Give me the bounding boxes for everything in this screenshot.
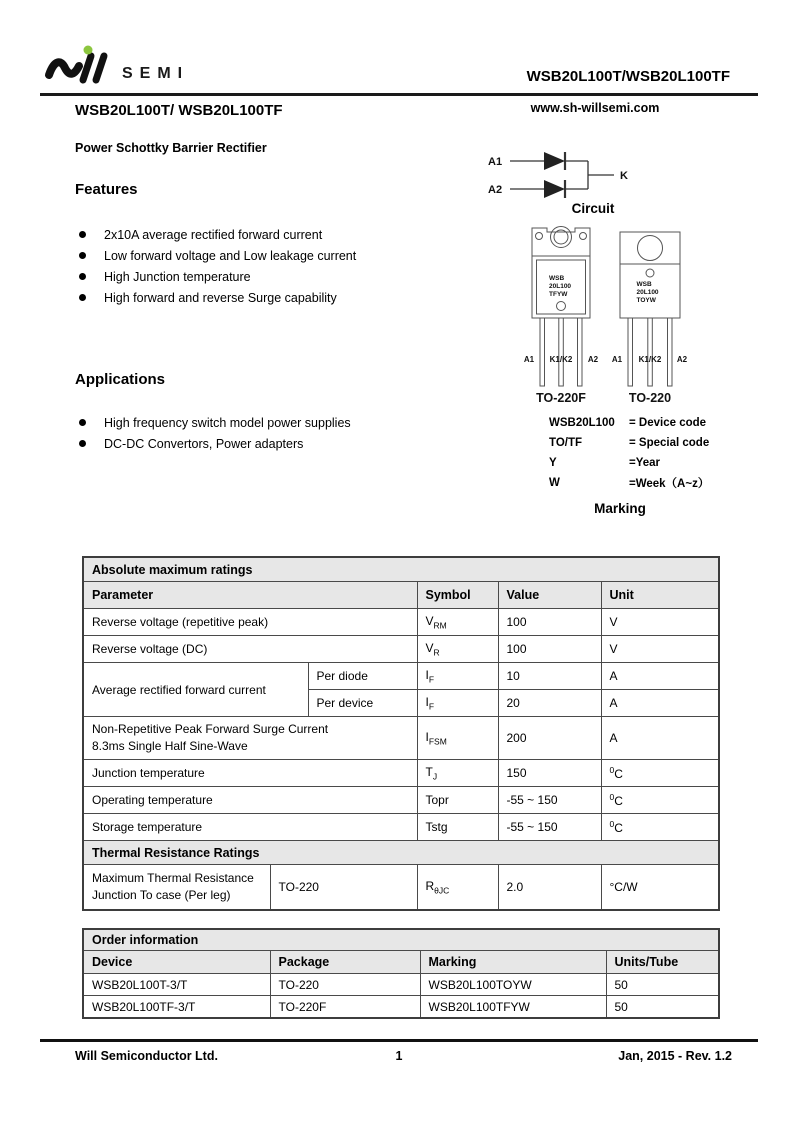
cathode-label: K: [620, 170, 628, 182]
willsemi-logo: [42, 42, 242, 96]
param-cell: Maximum Thermal Resistance Junction To case (Per leg): [83, 865, 270, 911]
value-cell: 150: [498, 760, 601, 787]
to220-pin1-label: A1: [611, 355, 623, 364]
table-section-title: Order information: [83, 929, 719, 951]
param-cell: Reverse voltage (DC): [83, 636, 417, 663]
bullet-icon: [79, 273, 86, 280]
to220-marking-line1: WSB: [636, 281, 652, 288]
table-row: [83, 787, 719, 814]
unit-cell: A: [601, 717, 719, 760]
table-row: [83, 974, 719, 996]
application-item: [79, 433, 351, 454]
website-url: www.sh-willsemi.com: [530, 101, 660, 115]
diode-2-icon: [544, 180, 565, 198]
column-header-package: Package: [270, 951, 420, 974]
applications-heading: Applications: [75, 371, 166, 388]
units-cell: 50: [606, 974, 719, 996]
package-cell: TO-220: [270, 974, 420, 996]
circuit-diagram: [478, 136, 708, 208]
column-header-parameter: Parameter: [83, 582, 417, 609]
unit-cell: °C/W: [601, 865, 719, 911]
to220f-pin2-label: K1/K2: [549, 355, 573, 364]
part-subtitle: Power Schottky Barrier Rectifier: [75, 141, 267, 155]
footer-revision: Jan, 2015 - Rev. 1.2: [618, 1049, 732, 1063]
feature-item: [79, 266, 356, 287]
table-row: [83, 663, 719, 690]
symbol-cell: $R_{\theta JC}$: [417, 865, 498, 911]
marking-cell: WSB20L100TOYW: [420, 974, 606, 996]
condition-cell: Per diode: [308, 663, 417, 690]
symbol-cell: $I_F$: [417, 663, 498, 690]
feature-item: [79, 287, 356, 308]
marking-cell: WSB20L100TFYW: [420, 996, 606, 1019]
features-heading: Features: [75, 181, 138, 198]
anode2-label: A2: [488, 184, 503, 196]
logo-semi-text: SEMI: [122, 65, 190, 82]
param-cell: Junction temperature: [83, 760, 417, 787]
bullet-icon: [79, 231, 86, 238]
table-row: [83, 814, 719, 841]
param-cell: Non-Repetitive Peak Forward Surge Current 8.3ms Single Half Sine-Wave: [83, 717, 417, 760]
symbol-cell: $I_{FSM}$: [417, 717, 498, 760]
value-cell: 100: [498, 636, 601, 663]
application-text: High frequency switch model power supplies: [104, 415, 351, 430]
package-cell: TO-220F: [270, 996, 420, 1019]
symbol-cell: Tstg: [417, 814, 498, 841]
logo-l1-stroke: [83, 56, 91, 80]
value-cell: 10: [498, 663, 601, 690]
symbol-cell: $I_F$: [417, 690, 498, 717]
param-cell: Reverse voltage (repetitive peak): [83, 609, 417, 636]
value-cell: 2.0: [498, 865, 601, 911]
legend-desc: =Year: [629, 457, 661, 469]
package-cell: TO-220: [270, 865, 417, 911]
order-information-table: [82, 928, 720, 1019]
legend-desc: = Special code: [629, 437, 710, 449]
header-rule: [40, 93, 758, 96]
value-cell: 20: [498, 690, 601, 717]
unit-cell: V: [601, 609, 719, 636]
device-cell: WSB20L100T-3/T: [83, 974, 270, 996]
legend-row: [549, 413, 709, 433]
legend-code: W: [549, 477, 560, 489]
to220-pin3-label: A2: [676, 355, 688, 364]
legend-code: TO/TF: [549, 437, 583, 449]
application-item: [79, 412, 351, 433]
param-cell: Average rectified forward current: [83, 663, 308, 717]
to220f-marking-line1: WSB: [549, 275, 565, 282]
unit-cell: $^0$C: [601, 814, 719, 841]
part-title: WSB20L100T/ WSB20L100TF: [75, 102, 283, 119]
table-row: [83, 717, 719, 760]
value-cell: 200: [498, 717, 601, 760]
bullet-icon: [79, 294, 86, 301]
application-text: DC-DC Convertors, Power adapters: [104, 436, 304, 451]
absolute-maximum-ratings-table: [82, 556, 720, 911]
unit-cell: A: [601, 690, 719, 717]
table-row: [83, 609, 719, 636]
bullet-icon: [79, 252, 86, 259]
column-header-value: Value: [498, 582, 601, 609]
legend-code: WSB20L100: [549, 417, 615, 429]
param-cell: Operating temperature: [83, 787, 417, 814]
column-header-symbol: Symbol: [417, 582, 498, 609]
feature-item: [79, 245, 356, 266]
bullet-icon: [79, 419, 86, 426]
to220-marking-line3: TOYW: [636, 297, 656, 304]
symbol-cell: Topr: [417, 787, 498, 814]
marking-legend: [549, 413, 709, 493]
circuit-caption: Circuit: [571, 201, 615, 216]
device-cell: WSB20L100TF-3/T: [83, 996, 270, 1019]
unit-cell: V: [601, 636, 719, 663]
feature-item: [79, 224, 356, 245]
table-row: [83, 636, 719, 663]
column-header-units: Units/Tube: [606, 951, 719, 974]
doc-title: WSB20L100T/WSB20L100TF: [526, 68, 730, 85]
legend-desc: =Week（A~z）: [629, 478, 710, 490]
column-header-marking: Marking: [420, 951, 606, 974]
thermal-section-title: Thermal Resistance Ratings: [83, 841, 719, 865]
feature-text: 2x10A average rectified forward current: [104, 227, 323, 242]
column-header-device: Device: [83, 951, 270, 974]
symbol-cell: $V_{RM}$: [417, 609, 498, 636]
logo-l2-stroke: [96, 56, 104, 80]
to220f-marking-line3: TFYW: [549, 291, 568, 298]
to220f-marking-line2: 20L100: [549, 283, 572, 290]
unit-cell: A: [601, 663, 719, 690]
to220-marking-line2: 20L100: [636, 289, 659, 296]
unit-cell: $^0$C: [601, 760, 719, 787]
value-cell: -55 ~ 150: [498, 814, 601, 841]
column-header-unit: Unit: [601, 582, 719, 609]
unit-cell: $^0$C: [601, 787, 719, 814]
bullet-icon: [79, 440, 86, 447]
value-cell: -55 ~ 150: [498, 787, 601, 814]
to220-caption: TO-220: [628, 391, 672, 405]
param-cell: Storage temperature: [83, 814, 417, 841]
logo-green-dot: [84, 46, 93, 55]
units-cell: 50: [606, 996, 719, 1019]
legend-code: Y: [549, 457, 557, 469]
footer-company: Will Semiconductor Ltd.: [75, 1049, 218, 1063]
table-row: [83, 865, 719, 911]
value-cell: 100: [498, 609, 601, 636]
table-section-title: Absolute maximum ratings: [83, 557, 719, 582]
anode1-label: A1: [488, 156, 503, 168]
symbol-cell: $T_J$: [417, 760, 498, 787]
page-footer: [40, 1039, 758, 1070]
feature-text: High forward and reverse Surge capability: [104, 290, 337, 305]
to220f-caption: TO-220F: [536, 391, 586, 405]
marking-caption: Marking: [594, 501, 646, 516]
features-list: [79, 224, 356, 308]
legend-desc: = Device code: [629, 417, 707, 429]
condition-cell: Per device: [308, 690, 417, 717]
to220f-pin1-label: A1: [523, 355, 535, 364]
page-number: 1: [395, 1049, 403, 1063]
table-row: [83, 760, 719, 787]
to220-pin2-label: K1/K2: [638, 355, 662, 364]
to220f-pin3-label: A2: [587, 355, 599, 364]
feature-text: Low forward voltage and Low leakage current: [104, 248, 357, 263]
applications-list: [79, 412, 351, 454]
legend-row: [549, 473, 709, 493]
circuit-wires: [510, 152, 614, 198]
diode-1-icon: [544, 152, 565, 170]
legend-row: [549, 433, 709, 453]
logo-w-stroke: [49, 62, 79, 75]
symbol-cell: $V_R$: [417, 636, 498, 663]
table-row: [83, 996, 719, 1019]
package-drawings: [492, 220, 754, 408]
feature-text: High Junction temperature: [104, 269, 251, 284]
legend-row: [549, 453, 709, 473]
